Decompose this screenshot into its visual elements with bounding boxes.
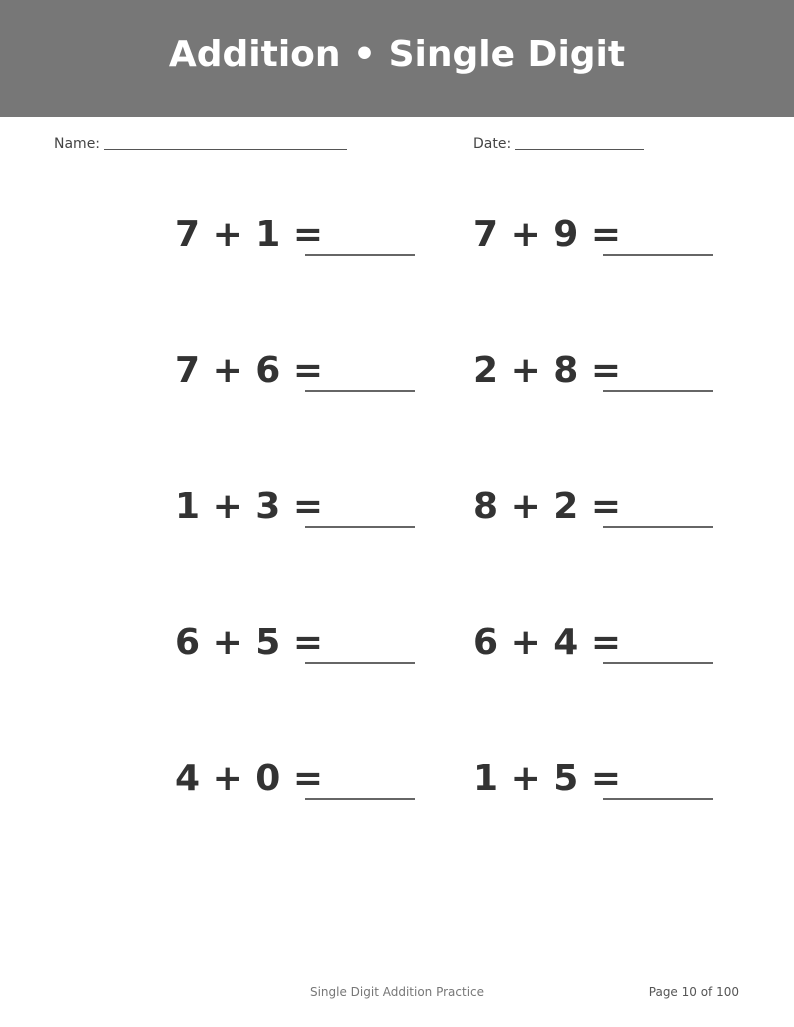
date-field [473, 136, 644, 152]
page-title: Addition • Single Digit [168, 34, 626, 75]
answer-blank[interactable] [603, 390, 713, 392]
date-label: Date: [473, 136, 512, 152]
problem-5 [175, 486, 435, 546]
problem-equation: 2 + 8 = [473, 350, 622, 391]
problem-equation: 8 + 2 = [473, 486, 622, 527]
problem-equation: 7 + 1 = [175, 214, 324, 255]
answer-blank[interactable] [305, 798, 415, 800]
name-blank-line[interactable] [104, 149, 347, 150]
answer-blank[interactable] [305, 254, 415, 256]
name-field [54, 136, 347, 152]
problem-10 [473, 758, 733, 818]
problem-4 [473, 350, 733, 410]
answer-blank[interactable] [603, 798, 713, 800]
answer-blank[interactable] [603, 662, 713, 664]
problem-equation: 6 + 5 = [175, 622, 324, 663]
problem-equation: 1 + 3 = [175, 486, 324, 527]
answer-blank[interactable] [603, 526, 713, 528]
answer-blank[interactable] [603, 254, 713, 256]
problem-6 [473, 486, 733, 546]
problem-1 [175, 214, 435, 274]
footer-title: Single Digit Addition Practice [309, 985, 485, 999]
answer-blank[interactable] [305, 526, 415, 528]
answer-blank[interactable] [305, 390, 415, 392]
name-label: Name: [54, 136, 101, 152]
page-number: Page 10 of 100 [648, 985, 739, 999]
problem-equation: 1 + 5 = [473, 758, 622, 799]
problem-9 [175, 758, 435, 818]
problem-equation: 4 + 0 = [175, 758, 324, 799]
problem-8 [473, 622, 733, 682]
answer-blank[interactable] [305, 662, 415, 664]
problem-7 [175, 622, 435, 682]
header-banner [0, 0, 794, 117]
problem-equation: 6 + 4 = [473, 622, 622, 663]
problem-3 [175, 350, 435, 410]
date-blank-line[interactable] [515, 149, 644, 150]
problem-equation: 7 + 6 = [175, 350, 324, 391]
problem-2 [473, 214, 733, 274]
problem-equation: 7 + 9 = [473, 214, 622, 255]
